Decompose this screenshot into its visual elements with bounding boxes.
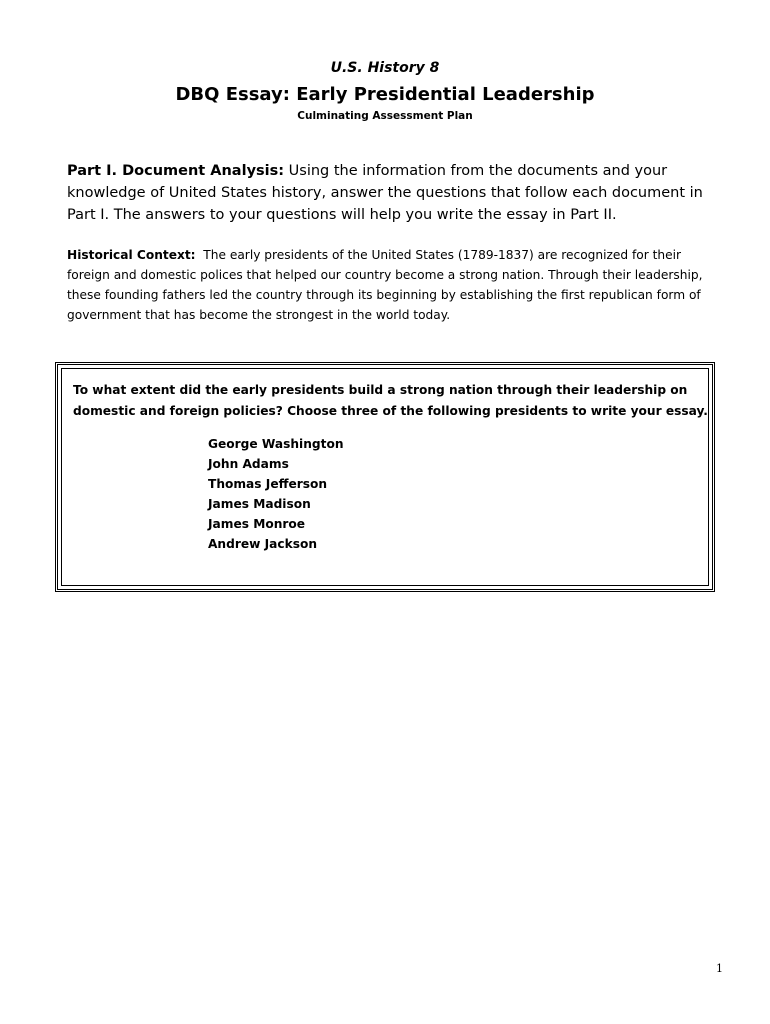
list-item: Andrew Jackson: [208, 537, 318, 551]
list-item: James Monroe: [208, 517, 306, 531]
historical-context: [67, 245, 717, 325]
part1-instructions: [67, 160, 727, 226]
historical-context-text: The early presidents of the United States (1789-1837) are recognized for their foreign and domestic polices that helped our country become a strong nation. Through their leadership, these founding fathers led the country through its beginning by establishing the first republican form of government that has become the strongest in the world today.: [67, 248, 703, 322]
task-box: [55, 362, 715, 592]
page-number: 1: [716, 962, 723, 975]
historical-context-label: Historical Context:: [67, 248, 196, 262]
part1-text: Using the information from the documents and your knowledge of United States history, answer the questions that follow each document in Part I. The answers to your questions will help you write the essay in Part II.: [67, 163, 703, 223]
course-name: U.S. History 8: [330, 60, 440, 76]
list-item: Thomas Jefferson: [208, 477, 328, 491]
presidents-list: [208, 434, 344, 554]
list-item: John Adams: [208, 457, 289, 471]
page-title: DBQ Essay: Early Presidential Leadership: [175, 84, 595, 105]
part1-label: Part I. Document Analysis:: [67, 163, 285, 179]
list-item: James Madison: [208, 497, 311, 511]
page-subtitle: Culminating Assessment Plan: [297, 110, 473, 122]
list-item: George Washington: [208, 437, 344, 451]
essay-question: To what extent did the early presidents build a strong nation through their leadership on domestic and foreign policies? Choose three of the following presidents to write your essay.: [73, 383, 708, 418]
task-box-inner: [61, 368, 709, 586]
